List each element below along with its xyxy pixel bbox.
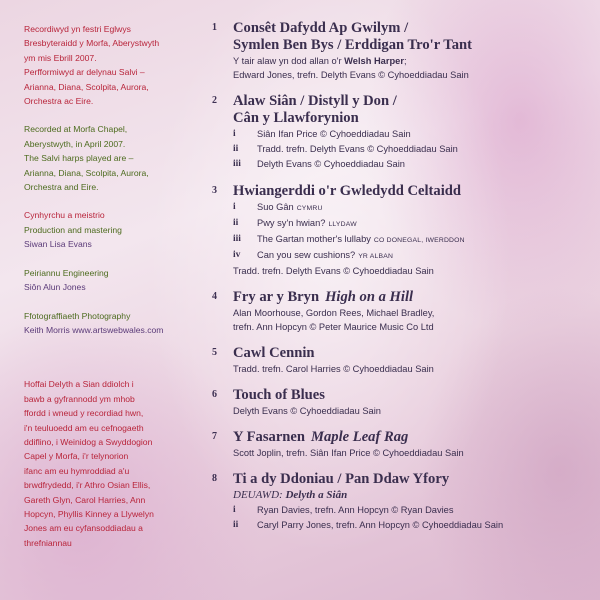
credit-line: Orchestra ac Eire. <box>24 96 94 107</box>
track-number: 4 <box>212 291 217 302</box>
photography-credit <box>24 309 202 338</box>
duet-credit: DEUAWD: Delyth a Siân <box>233 489 348 501</box>
thanks-line: Jones am eu cyfansoddiadau a <box>24 523 143 534</box>
track-credit: Edward Jones, trefn. Delyth Evans © Cyhoeddiadau Sain <box>233 70 469 80</box>
photography-label: Ffotograffiaeth Photography <box>24 310 131 321</box>
english-recording-note <box>24 122 202 194</box>
thanks-line: ddiflino, i Weinidog a Swyddogion <box>24 436 153 447</box>
engineer-name: Siôn Alun Jones <box>24 282 86 293</box>
track-8 <box>212 471 592 533</box>
country-tag: LLYDAW <box>328 221 357 228</box>
credit-line: Recordiwyd yn festri Eglwys <box>24 24 131 34</box>
track-credit: Alan Moorhouse, Gordon Rees, Michael Bradley, <box>233 308 435 318</box>
track-list <box>212 20 592 544</box>
sub-item: iii The Gartan mother's lullaby CO DONEGAL, IWERDDON <box>233 234 465 244</box>
sub-item: iv Can you sew cushions? YR ALBAN <box>233 250 394 260</box>
thanks-line: i'n teuluoedd am eu cefnogaeth <box>24 422 144 433</box>
track-credit: Delyth Evans © Cyhoeddiadau Sain <box>233 406 381 416</box>
thanks-line: Hopcyn, Phyllis Kinney a Llywelyn <box>24 508 154 519</box>
country-tag: CO DONEGAL, IWERDDON <box>373 237 465 244</box>
track-credit: trefn. Ann Hopcyn © Peter Maurice Music Co Ltd <box>233 322 434 332</box>
acknowledgements <box>24 377 202 550</box>
credit-line: Arianna, Diana, Scolpita, Aurora, <box>24 81 149 92</box>
track-title: Fry ar y Bryn High on a Hill <box>233 289 414 305</box>
credit-line: Perfformiwyd ar delynau Salvi – <box>24 67 145 78</box>
track-2 <box>212 93 592 172</box>
engineering-credit <box>24 266 202 295</box>
thanks-line: threfniannau <box>24 537 72 548</box>
thanks-line: Capel y Morfa, i'r telynorion <box>24 451 129 462</box>
track-4 <box>212 289 592 334</box>
credit-line: ym mis Ebrill 2007. <box>24 52 97 63</box>
welsh-recording-note <box>24 22 202 108</box>
credit-line: Aberystwyth, in April 2007. <box>24 138 126 149</box>
thanks-line: Gareth Glyn, Carol Harries, Ann <box>24 494 146 505</box>
track-3 <box>212 183 592 278</box>
thanks-line: bawb a gyfrannodd ym mhob <box>24 393 135 404</box>
sub-item: ii Pwy sy'n hwian? LLYDAW <box>233 218 357 228</box>
track-6 <box>212 387 592 418</box>
track-number: 5 <box>212 347 217 358</box>
track-title: Cawl Cennin <box>233 345 315 361</box>
track-1 <box>212 20 592 82</box>
production-label-english: Production and mastering <box>24 224 122 235</box>
producer-name: Siwan Lisa Evans <box>24 239 92 250</box>
credit-line: Arianna, Diana, Scolpita, Aurora, <box>24 167 149 178</box>
track-title: Y Fasarnen Maple Leaf Rag <box>233 429 409 445</box>
track-credit: Tradd. trefn. Delyth Evans © Cyhoeddiadau Sain <box>233 266 434 276</box>
track-title: Symlen Ben Bys / Erddigan Tro'r Tant <box>233 37 472 53</box>
track-5 <box>212 345 592 376</box>
track-number: 6 <box>212 389 217 400</box>
sub-item: iii Delyth Evans © Cyhoeddiadau Sain <box>233 159 405 169</box>
track-7 <box>212 429 592 460</box>
track-number: 8 <box>212 473 217 484</box>
track-title: Cân y Llawforynion <box>233 110 359 126</box>
track-title: Hwiangerddi o'r Gwledydd Celtaidd <box>233 183 461 199</box>
credit-line: Orchestra and Eire. <box>24 182 99 193</box>
sub-item: i Ryan Davies, trefn. Ann Hopcyn © Ryan Davies <box>233 505 454 515</box>
credit-line: Bresbyteraidd y Morfa, Aberystwyth <box>24 38 160 49</box>
credit-line: Recorded at Morfa Chapel, <box>24 124 128 135</box>
track-number: 2 <box>212 95 217 106</box>
credits-column <box>24 22 202 564</box>
track-title-english: Maple Leaf Rag <box>311 429 409 445</box>
credit-line: The Salvi harps played are – <box>24 153 134 164</box>
track-credit: Scott Joplin, trefn. Siân Ifan Price © Cyhoeddiadau Sain <box>233 448 464 458</box>
thanks-line: brwdfrydedd, i'r Athro Osian Ellis, <box>24 480 151 491</box>
photographer-name: Keith Morris www.artswebwales.com <box>24 324 164 335</box>
production-credit <box>24 208 202 251</box>
country-tag: CYMRU <box>296 205 323 212</box>
sub-item: ii Tradd. trefn. Delyth Evans © Cyhoeddiadau Sain <box>233 144 458 154</box>
engineering-label: Peiriannu Engineering <box>24 267 109 278</box>
track-title-english: High on a Hill <box>325 289 414 305</box>
country-tag: YR ALBAN <box>358 253 394 260</box>
thanks-line: Hoffai Delyth a Sian ddiolch i <box>24 379 134 390</box>
track-title: Touch of Blues <box>233 387 325 403</box>
track-number: 1 <box>212 22 217 33</box>
track-number: 7 <box>212 431 217 442</box>
track-note: Y tair alaw yn dod allan o'r Welsh Harper; <box>233 56 407 66</box>
thanks-line: ifanc am eu hymroddiad a'u <box>24 465 130 476</box>
sub-item: ii Caryl Parry Jones, trefn. Ann Hopcyn © Cyhoeddiadau Sain <box>233 520 504 530</box>
track-credit: Tradd. trefn. Carol Harries © Cyhoeddiadau Sain <box>233 364 434 374</box>
sub-item: i Siân Ifan Price © Cyhoeddiadau Sain <box>233 129 411 139</box>
thanks-line: ffordd i wneud y recordiad hwn, <box>24 408 144 419</box>
sub-item: i Suo Gân CYMRU <box>233 202 323 212</box>
track-number: 3 <box>212 185 217 196</box>
production-label-welsh: Cynhyrchu a meistrio <box>24 210 105 221</box>
track-title: Ti a dy Ddoniau / Pan Ddaw Yfory <box>233 471 450 487</box>
track-title: Alaw Siân / Distyll y Don / <box>233 93 397 109</box>
track-title: Consêt Dafydd Ap Gwilym / <box>233 20 409 36</box>
